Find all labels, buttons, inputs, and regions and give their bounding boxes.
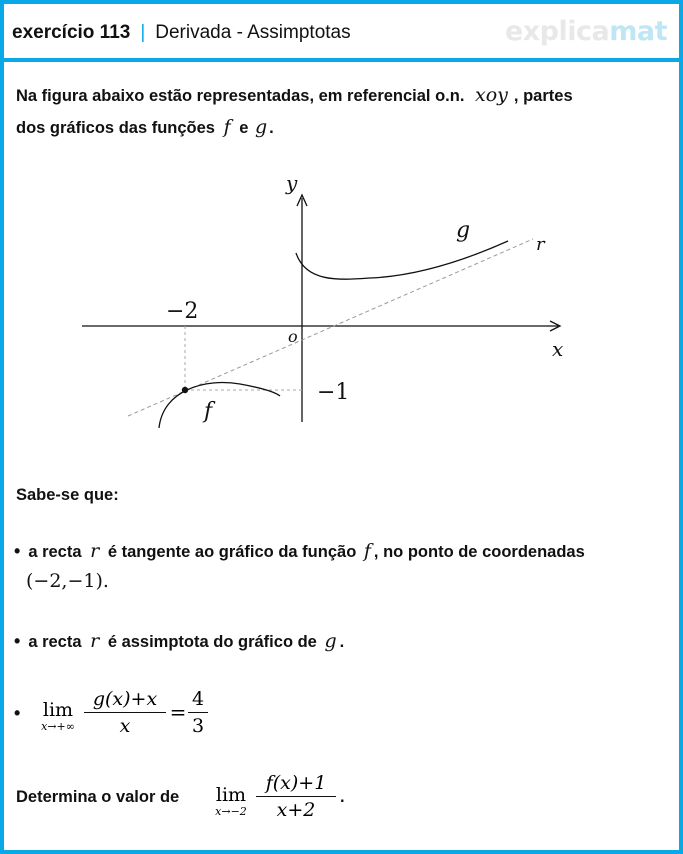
question-lim-word: lim (215, 784, 247, 806)
intro-text-c: dos gráficos das funções (16, 119, 215, 137)
item3-lim-word: lim (42, 699, 74, 721)
intro-text-and: e (239, 119, 249, 137)
label-y-axis: y (286, 171, 298, 195)
intro-text-end: . (269, 119, 274, 137)
logo-main-text: explica (504, 16, 610, 47)
item3-bullet (14, 703, 28, 724)
question-denominator: x+2 (276, 799, 316, 821)
tangent-point (182, 387, 188, 393)
item3-rhs-denominator: 3 (191, 715, 205, 737)
item3-limit (32, 700, 84, 733)
label-y-tick-minus-1: −1 (317, 380, 350, 405)
item3-numerator: g(x)+x (84, 686, 166, 713)
bullet-icon: • (14, 703, 21, 723)
curve-f (159, 383, 280, 428)
item3-rhs-fraction (188, 686, 208, 739)
label-r: r (536, 234, 545, 255)
item1-text-c: , no ponto de coordenadas (373, 543, 585, 561)
known-item-1 (14, 540, 585, 562)
question-limit (206, 785, 256, 818)
known-title: Sabe-se que: (16, 486, 119, 504)
item1-text-a: a recta (28, 543, 82, 561)
exercise-topic: Derivada - Assimptotas (155, 22, 351, 43)
intro-text-a: Na figura abaixo estão representadas, em referencial o.n. (16, 87, 465, 105)
question-end: . (340, 788, 345, 806)
known-item-2 (14, 630, 344, 652)
intro-text-b: , partes (513, 87, 573, 105)
item3-lim-sub: x→+∞ (41, 720, 75, 733)
item2-var-g: g (324, 630, 337, 652)
question-lim-sub: x→−2 (215, 805, 247, 818)
label-f: f (204, 399, 213, 424)
item1-var-f: f (363, 540, 371, 562)
question-numerator: f(x)+1 (256, 770, 336, 797)
item1-text-b: é tangente ao gráfico da função (107, 543, 357, 561)
item3-fraction (84, 686, 166, 739)
item1-point-coords: (−2,−1). (26, 570, 109, 592)
item3-equals: = (169, 700, 187, 724)
label-origin: o (288, 327, 298, 346)
bullet-icon: • (14, 631, 21, 651)
label-g: g (456, 218, 471, 243)
question-text: Determina o valor de (16, 788, 180, 806)
bullet-icon: • (14, 541, 21, 561)
exercise-number: exercício 113 (12, 22, 131, 43)
item2-text-a: a recta (28, 633, 82, 651)
intro-var-g: g (254, 116, 268, 138)
question-fraction (256, 770, 336, 823)
curve-g (296, 241, 508, 279)
item1-var-r: r (90, 540, 100, 562)
item3-rhs-numerator: 4 (188, 686, 208, 713)
intro-var-f: f (223, 116, 231, 138)
logo-accent-text: mat (609, 16, 667, 47)
item1-point (26, 570, 109, 592)
item2-text-end: . (339, 633, 345, 651)
label-x-tick-minus-2: −2 (166, 299, 199, 324)
intro-var-xoy: xoy (475, 84, 508, 106)
item2-var-r: r (90, 630, 100, 652)
label-x-axis: x (552, 337, 564, 361)
header-separator: | (140, 22, 146, 43)
item2-text-b: é assimptota do gráfico de (107, 633, 317, 651)
item3-denominator: x (119, 715, 131, 737)
